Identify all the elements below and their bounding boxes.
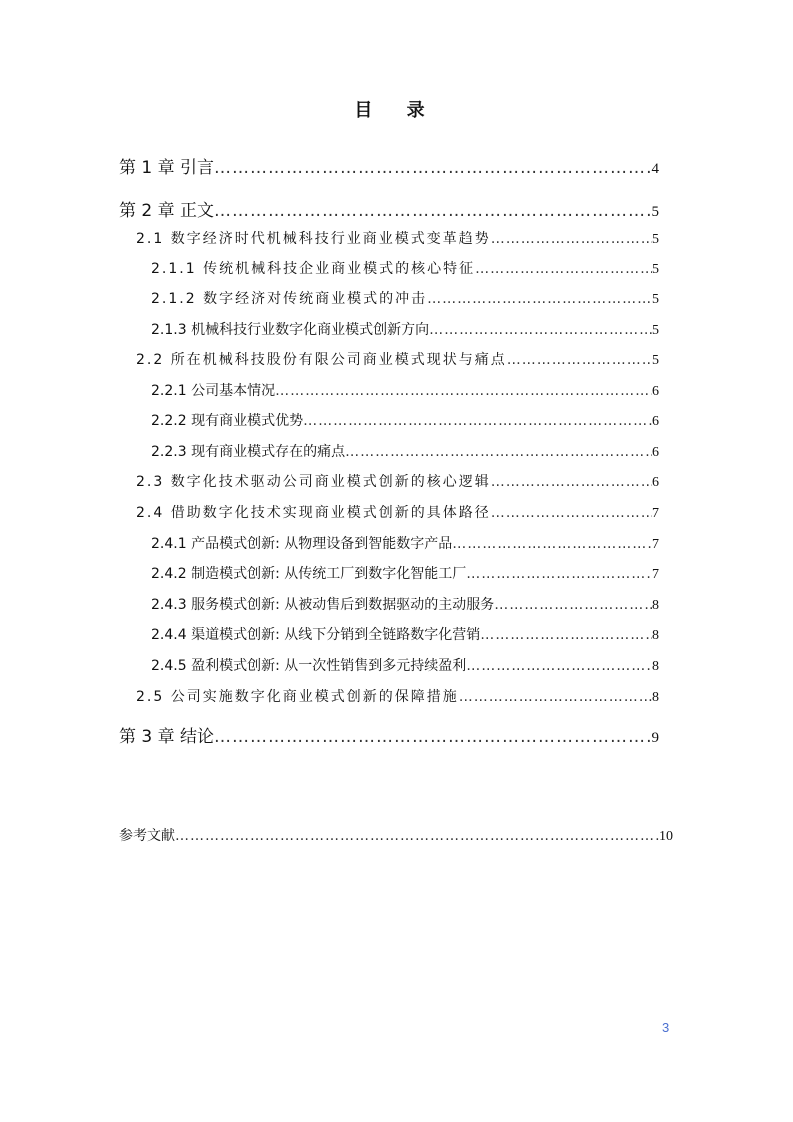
leader-dots [491, 474, 652, 490]
toc-entry-page: 5 [651, 204, 659, 220]
toc-entry-chapter-2[interactable] [119, 196, 659, 221]
toc-entry-chapter-1[interactable] [119, 153, 659, 178]
toc-entry-page: 5 [652, 262, 659, 277]
toc-entry-page: 8 [652, 690, 659, 705]
toc-entry-page: 7 [652, 567, 659, 582]
leader-dots [214, 158, 651, 178]
toc-entry-2-4-1[interactable] [151, 533, 659, 553]
toc-entry-2-1[interactable] [136, 228, 659, 248]
leader-dots [466, 566, 652, 582]
toc-entry-2-1-3[interactable] [151, 319, 659, 339]
toc-entry-label: 2.4 借助数字化技术实现商业模式创新的具体路径 [136, 505, 491, 521]
toc-entry-2-4-4[interactable] [151, 624, 659, 644]
leader-dots [491, 505, 652, 521]
leader-dots [214, 727, 651, 747]
leader-dots [303, 413, 652, 429]
toc-entry-label: 2.1 数字经济时代机械科技行业商业模式变革趋势 [136, 231, 491, 247]
toc-title: 目 录 [354, 100, 439, 121]
toc-entry-page: 7 [652, 506, 659, 521]
leader-dots [175, 828, 659, 844]
toc-entry-label: 2.1.1 传统机械科技企业商业模式的核心特征 [151, 261, 476, 277]
toc-entry-page: 6 [652, 414, 659, 429]
toc-entry-label: 第 2 章 正文 [119, 201, 215, 221]
toc-entry-page: 5 [652, 292, 659, 307]
leader-dots [507, 352, 652, 368]
leader-dots [459, 689, 652, 705]
leader-dots [429, 322, 652, 338]
toc-entry-chapter-3[interactable] [119, 722, 659, 747]
toc-entry-label: 第 3 章 结论 [119, 727, 215, 747]
leader-dots [214, 201, 651, 221]
toc-entry-2-2[interactable] [136, 349, 659, 369]
toc-entry-label: 2.1.2 数字经济对传统商业模式的冲击 [151, 291, 428, 307]
toc-entry-label: 2.4.5 盈利模式创新: 从一次性销售到多元持续盈利 [151, 658, 467, 674]
toc-entry-page: 8 [652, 659, 659, 674]
leader-dots [345, 444, 652, 460]
toc-entry-2-5[interactable] [136, 686, 659, 706]
toc-entry-2-2-3[interactable] [151, 441, 659, 461]
toc-entry-2-4-3[interactable] [151, 594, 659, 614]
toc-entry-page: 5 [652, 323, 659, 338]
toc-entry-label: 2.4.3 服务模式创新: 从被动售后到数据驱动的主动服务 [151, 597, 495, 613]
toc-entry-label: 2.4.2 制造模式创新: 从传统工厂到数字化智能工厂 [151, 566, 467, 582]
toc-entry-label: 2.4.4 渠道模式创新: 从线下分销到全链路数字化营销 [151, 627, 481, 643]
toc-entry-label: 2.1.3 机械科技行业数字化商业模式创新方向 [151, 322, 430, 338]
toc-entry-page: 8 [652, 598, 659, 613]
toc-entry-page: 8 [652, 628, 659, 643]
toc-entry-page: 6 [652, 445, 659, 460]
toc-entry-label: 2.5 公司实施数字化商业模式创新的保障措施 [136, 689, 459, 705]
toc-entry-label: 参考文献 [119, 828, 175, 844]
toc-entry-page: 5 [652, 353, 659, 368]
leader-dots [466, 658, 652, 674]
toc-entry-label: 2.4.1 产品模式创新: 从物理设备到智能数字产品 [151, 536, 453, 552]
toc-entry-2-4[interactable] [136, 502, 659, 522]
toc-entry-2-1-2[interactable] [151, 288, 659, 308]
toc-entry-label: 2.2 所在机械科技股份有限公司商业模式现状与痛点 [136, 352, 507, 368]
toc-entry-page: 6 [652, 475, 659, 490]
leader-dots [494, 597, 652, 613]
toc-entry-label: 第 1 章 引言 [119, 158, 215, 178]
toc-entry-page: 6 [652, 384, 659, 399]
toc-entry-2-2-2[interactable] [151, 410, 659, 430]
toc-entry-page: 9 [651, 730, 659, 746]
toc-entry-2-4-2[interactable] [151, 563, 659, 583]
toc-entry-references[interactable] [119, 825, 673, 845]
toc-entry-page: 5 [652, 232, 659, 247]
toc-entry-label: 2.2.1 公司基本情况 [151, 383, 276, 399]
leader-dots [491, 231, 652, 247]
leader-dots [452, 536, 652, 552]
toc-entry-label: 2.3 数字化技术驱动公司商业模式创新的核心逻辑 [136, 474, 491, 490]
toc-entry-2-1-1[interactable] [151, 258, 659, 278]
toc-entry-2-2-1[interactable] [151, 380, 659, 400]
leader-dots [475, 261, 652, 277]
toc-entry-page: 7 [652, 537, 659, 552]
toc-entry-label: 2.2.3 现有商业模式存在的痛点 [151, 444, 346, 460]
leader-dots [427, 291, 652, 307]
leader-dots [275, 383, 652, 399]
page-number: 3 [662, 1020, 670, 1035]
toc-entry-page: 10 [659, 829, 673, 844]
leader-dots [480, 627, 652, 643]
toc-entry-page: 4 [651, 161, 659, 177]
toc-entry-label: 2.2.2 现有商业模式优势 [151, 413, 304, 429]
toc-entry-2-3[interactable] [136, 471, 659, 491]
toc-entry-2-4-5[interactable] [151, 655, 659, 675]
